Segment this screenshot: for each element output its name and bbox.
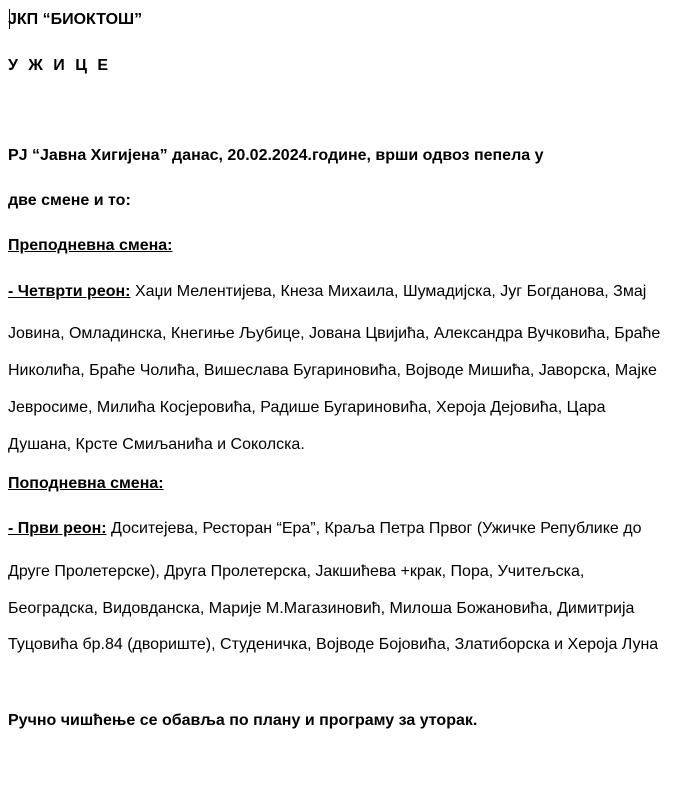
afternoon-streets-1: Доситејева, Ресторан “Ера”, Краља Петра Првог (Ужичке Републике до — [106, 520, 642, 537]
manual-cleaning-note: Ручно чишћење се обавља по плану и програму за уторак. — [8, 712, 478, 729]
intro-line-2: две смене и то: — [8, 192, 131, 209]
morning-streets-3: Николића, Браће Чолића, Вишеслава Бугариновића, Војводе Мишића, Јаворска, Мајке — [8, 362, 657, 379]
intro-line-1: РЈ “Јавна Хигијена” данас, 20.02.2024.године, врши одвоз пепела у — [8, 147, 544, 164]
afternoon-region-label: - Први реон: — [8, 520, 107, 537]
morning-streets-4: Јевросиме, Милића Косјеровића, Радише Бугариновића, Хероја Дејовића, Цара — [8, 399, 606, 416]
afternoon-streets-2: Друге Пролетерске), Друга Пролетерска, Јакшићева +крак, Пора, Учитељска, — [8, 563, 585, 580]
afternoon-streets-4: Туцовића бр.84 (двориште), Студеничка, Војводе Бојовића, Златиборска и Хероја Луна — [8, 636, 659, 653]
company-name: ЈКП “БИОКТОШ” — [8, 11, 143, 28]
afternoon-shift-heading: Поподневна смена: — [8, 475, 164, 492]
city-name — [8, 56, 108, 76]
city-name-text: У Ж И Ц Е — [8, 57, 109, 74]
afternoon-streets-3: Београдска, Видовданска, Марије М.Магазиновић, Милоша Божановића, Димитрија — [8, 600, 635, 617]
morning-region-line-1 — [8, 282, 646, 302]
morning-streets-5: Душана, Крсте Смиљанића и Соколска. — [8, 436, 305, 453]
morning-streets-2: Јовина, Омладинска, Кнегиње Љубице, Јована Цвијића, Александра Вучковића, Браће — [8, 325, 661, 342]
morning-region-label: - Четврти реон: — [8, 283, 131, 300]
morning-streets-1: Хаџи Мелентијева, Кнеза Михаила, Шумадијска, Југ Богданова, Змај — [130, 283, 647, 300]
morning-shift-heading: Преподневна смена: — [8, 237, 173, 254]
afternoon-region-line-1 — [8, 519, 641, 539]
